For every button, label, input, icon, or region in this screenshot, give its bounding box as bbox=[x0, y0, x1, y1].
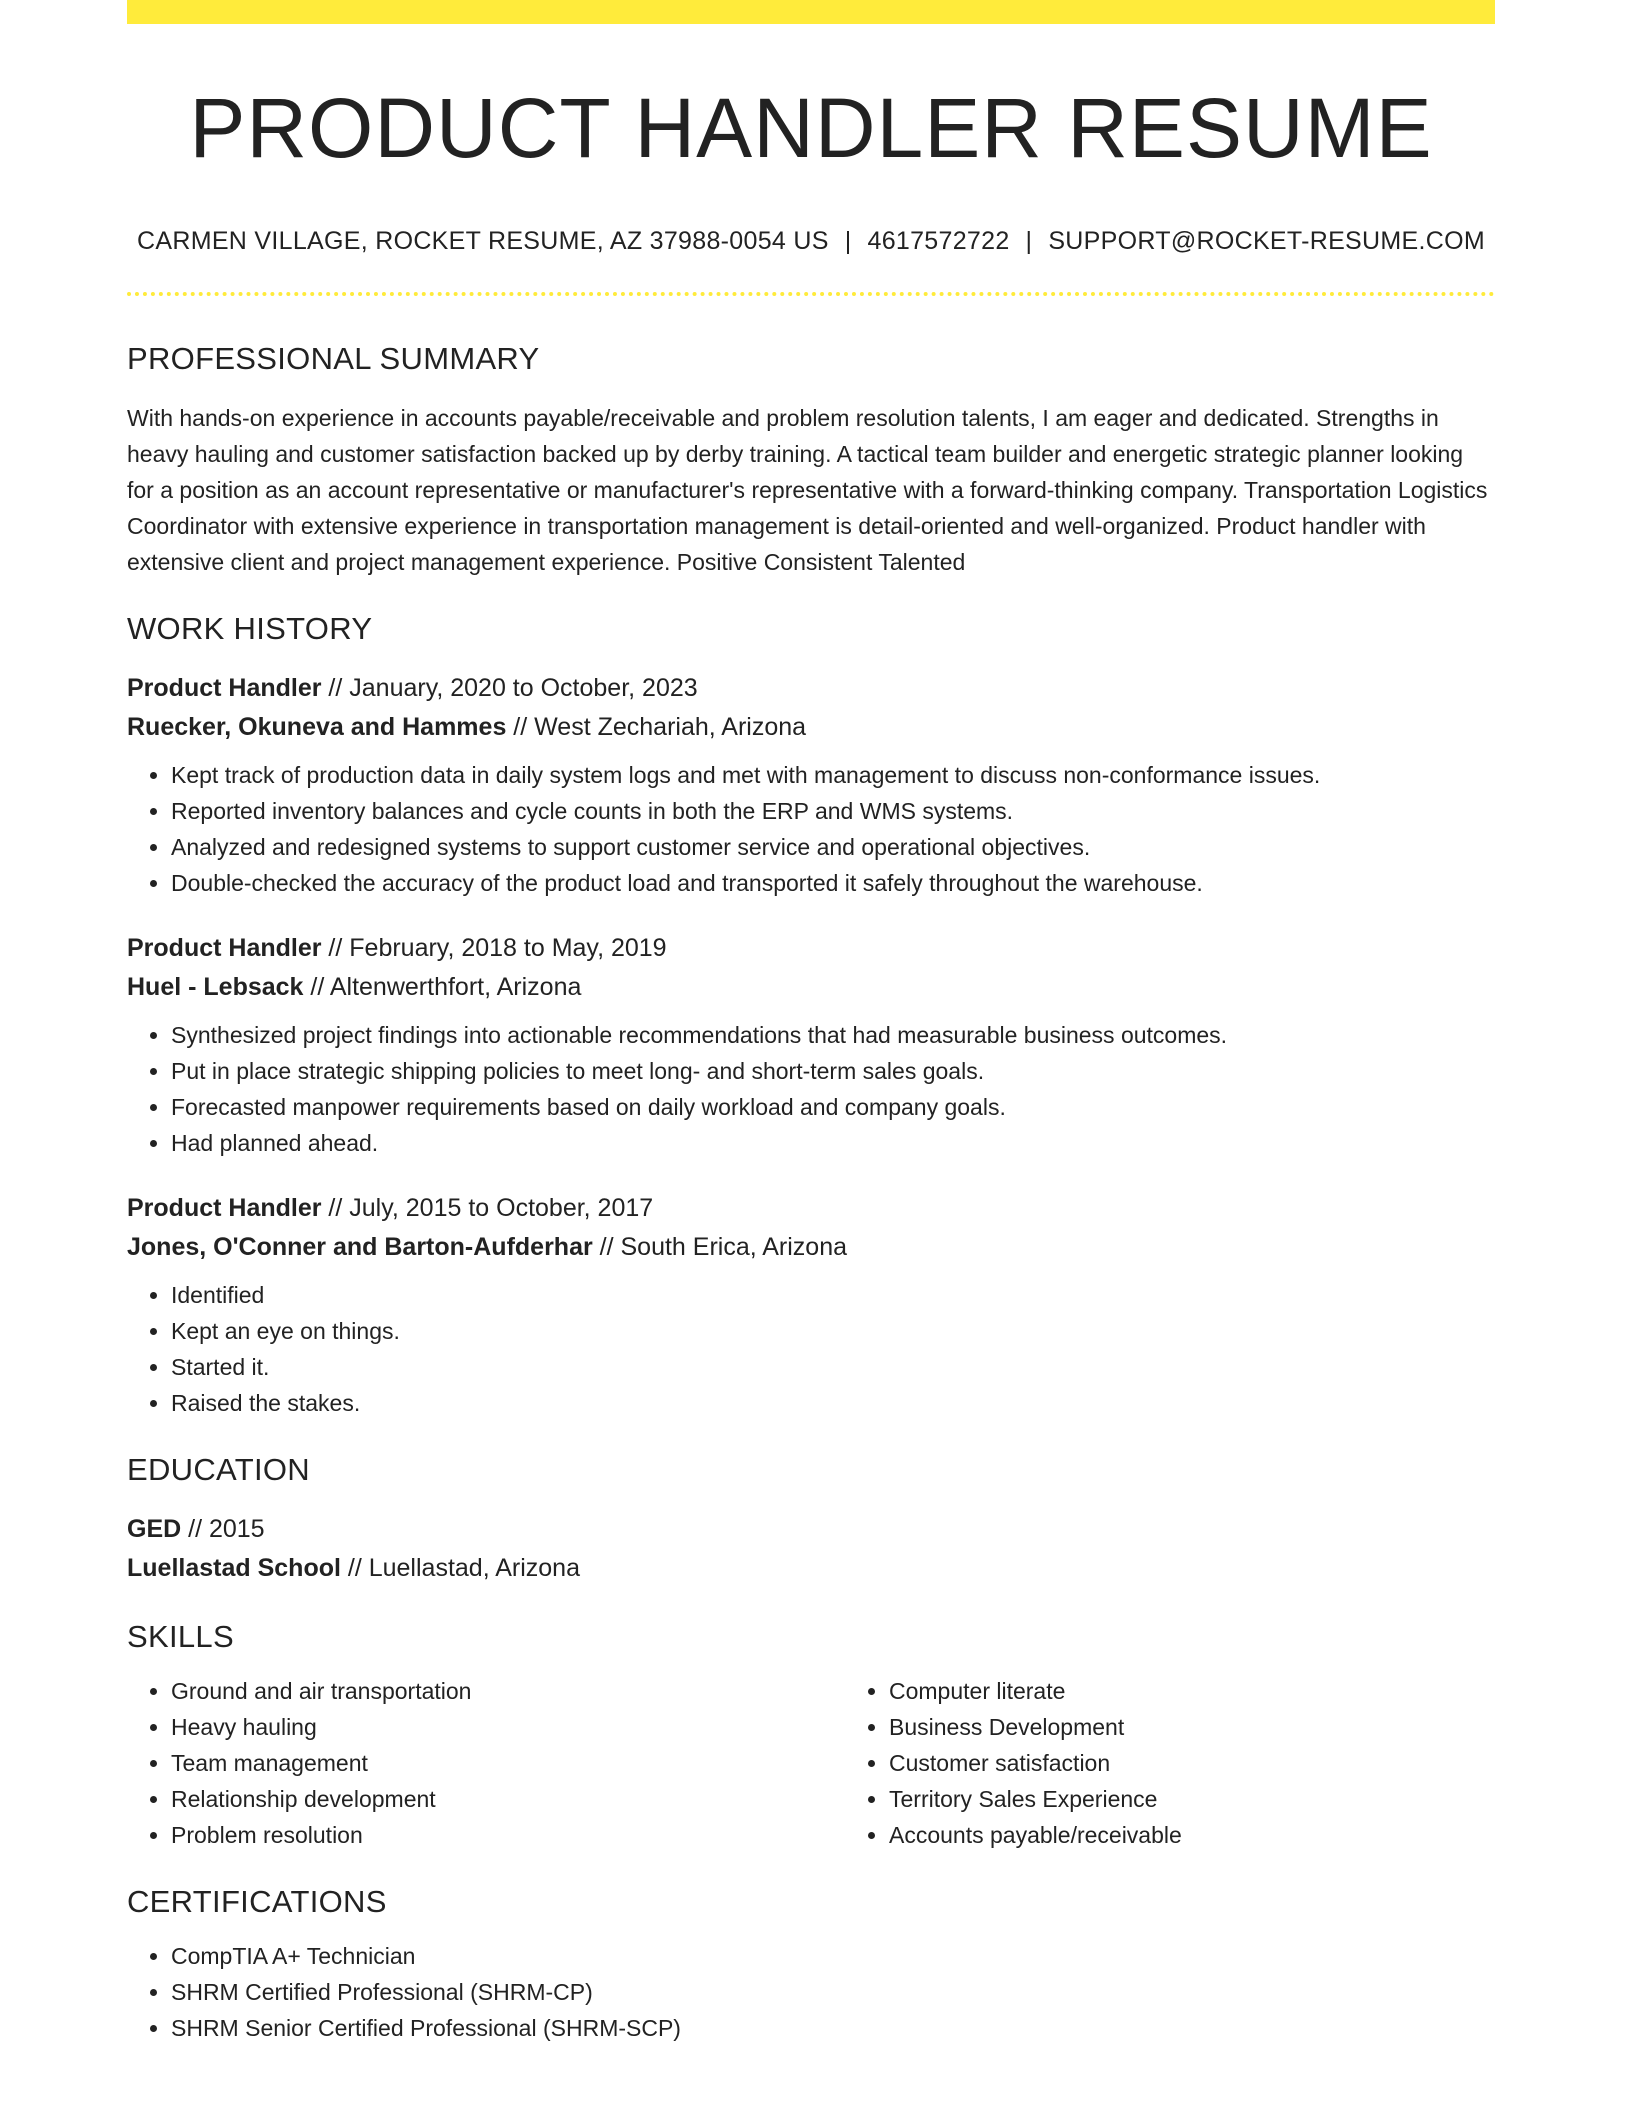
job-company-line bbox=[127, 708, 1495, 747]
job-entry bbox=[127, 669, 1495, 901]
resume-page bbox=[127, 0, 1495, 2046]
job-entry bbox=[127, 929, 1495, 1161]
contact-phone: 4617572722 bbox=[867, 227, 1010, 256]
job-dates: // January, 2020 to October, 2023 bbox=[321, 673, 698, 702]
job-company: Ruecker, Okuneva and Hammes bbox=[127, 712, 507, 741]
degree-year: // 2015 bbox=[181, 1514, 265, 1543]
summary-heading: PROFESSIONAL SUMMARY bbox=[127, 341, 540, 377]
job-entry bbox=[127, 1189, 1495, 1421]
education-entry bbox=[127, 1510, 1495, 1588]
job-title: Product Handler bbox=[127, 673, 322, 702]
school-name: Luellastad School bbox=[127, 1553, 341, 1582]
job-bullets bbox=[127, 1277, 1495, 1421]
resume-title: PRODUCT HANDLER RESUME bbox=[189, 81, 1433, 175]
job-bullet: • Reported inventory balances and cycle counts in both the ERP and WMS systems. bbox=[171, 793, 1495, 829]
job-bullet: • Had planned ahead. bbox=[171, 1125, 1495, 1161]
job-bullet: • Raised the stakes. bbox=[171, 1385, 1495, 1421]
job-bullet: • Kept an eye on things. bbox=[171, 1313, 1495, 1349]
job-dates: // February, 2018 to May, 2019 bbox=[321, 933, 667, 962]
accent-top-bar bbox=[127, 0, 1495, 24]
skills-heading: SKILLS bbox=[127, 1618, 234, 1654]
job-list bbox=[127, 669, 1495, 1421]
job-company-line bbox=[127, 968, 1495, 1007]
degree-line bbox=[127, 1510, 1495, 1549]
skill-item: • Ground and air transportation bbox=[171, 1673, 845, 1709]
contact-email: SUPPORT@ROCKET-RESUME.COM bbox=[1048, 227, 1485, 256]
work-history-heading: WORK HISTORY bbox=[127, 610, 373, 646]
job-title: Product Handler bbox=[127, 1193, 322, 1222]
job-bullet: • Started it. bbox=[171, 1349, 1495, 1385]
certification-item: • CompTIA A+ Technician bbox=[171, 1938, 1495, 1974]
skill-item: • Computer literate bbox=[889, 1673, 1563, 1709]
job-location: // West Zechariah, Arizona bbox=[506, 712, 807, 741]
contact-line bbox=[127, 226, 1495, 256]
certification-item: • SHRM Certified Professional (SHRM-CP) bbox=[171, 1974, 1495, 2010]
job-title: Product Handler bbox=[127, 933, 322, 962]
job-bullet: • Double-checked the accuracy of the product load and transported it safely throughout the warehouse. bbox=[171, 865, 1495, 901]
school-line bbox=[127, 1549, 1495, 1588]
education-section bbox=[127, 1451, 1495, 1588]
skills-columns bbox=[127, 1673, 1495, 1853]
job-bullets bbox=[127, 757, 1495, 901]
skill-item: • Relationship development bbox=[171, 1781, 845, 1817]
certifications-section bbox=[127, 1883, 1495, 2046]
dotted-divider bbox=[127, 292, 1495, 296]
job-company: Jones, O'Conner and Barton-Aufderhar bbox=[127, 1232, 593, 1261]
job-location: // Altenwerthfort, Arizona bbox=[303, 972, 582, 1001]
skill-item: • Customer satisfaction bbox=[889, 1745, 1563, 1781]
job-company: Huel - Lebsack bbox=[127, 972, 304, 1001]
job-bullet: • Forecasted manpower requirements based on daily workload and company goals. bbox=[171, 1089, 1495, 1125]
summary-text: With hands-on experience in accounts payable/receivable and problem resolution talents, I am eager and dedicated. Strengths in heavy hauling and customer satisfaction backed up by derby training. A tactical team builder and energetic strategic planner looking for a position as an account representative or manufacturer's representative with a forward-thinking company. Transportation Logistics Coordinator with extensive experience in transportation management is detail-oriented and well-organized. Product handler with extensive client and project management experience. Positive Consistent Talented bbox=[127, 404, 1488, 575]
skill-item: • Problem resolution bbox=[171, 1817, 845, 1853]
skill-item: • Business Development bbox=[889, 1709, 1563, 1745]
job-bullets bbox=[127, 1017, 1495, 1161]
skill-item: • Accounts payable/receivable bbox=[889, 1817, 1563, 1853]
school-location: // Luellastad, Arizona bbox=[340, 1553, 580, 1582]
certifications-heading: CERTIFICATIONS bbox=[127, 1884, 387, 1920]
skill-item: • Territory Sales Experience bbox=[889, 1781, 1563, 1817]
contact-address: CARMEN VILLAGE, ROCKET RESUME, AZ 37988-0054 US bbox=[137, 227, 829, 256]
contact-separator: | bbox=[1025, 227, 1033, 256]
certifications-list bbox=[127, 1938, 1495, 2046]
skills-section bbox=[127, 1618, 1495, 1853]
job-dates: // July, 2015 to October, 2017 bbox=[321, 1193, 654, 1222]
job-bullet: • Put in place strategic shipping policies to meet long- and short-term sales goals. bbox=[171, 1053, 1495, 1089]
work-history-section bbox=[127, 610, 1495, 1421]
job-bullet: • Identified bbox=[171, 1277, 1495, 1313]
degree: GED bbox=[127, 1514, 182, 1543]
job-bullet: • Kept track of production data in daily system logs and met with management to discuss non-conformance issues. bbox=[171, 757, 1495, 793]
education-heading: EDUCATION bbox=[127, 1451, 310, 1487]
skill-item: • Heavy hauling bbox=[171, 1709, 845, 1745]
job-bullet: • Synthesized project findings into actionable recommendations that had measurable business outcomes. bbox=[171, 1017, 1495, 1053]
job-title-line bbox=[127, 1189, 1495, 1228]
skills-left-list bbox=[127, 1673, 845, 1853]
job-title-line bbox=[127, 929, 1495, 968]
certification-item: • SHRM Senior Certified Professional (SHRM-SCP) bbox=[171, 2010, 1495, 2046]
job-company-line bbox=[127, 1228, 1495, 1267]
skills-right-list bbox=[845, 1673, 1563, 1853]
job-bullet: • Analyzed and redesigned systems to support customer service and operational objectives. bbox=[171, 829, 1495, 865]
job-title-line bbox=[127, 669, 1495, 708]
skill-item: • Team management bbox=[171, 1745, 845, 1781]
job-location: // South Erica, Arizona bbox=[592, 1232, 848, 1261]
contact-separator: | bbox=[844, 227, 852, 256]
